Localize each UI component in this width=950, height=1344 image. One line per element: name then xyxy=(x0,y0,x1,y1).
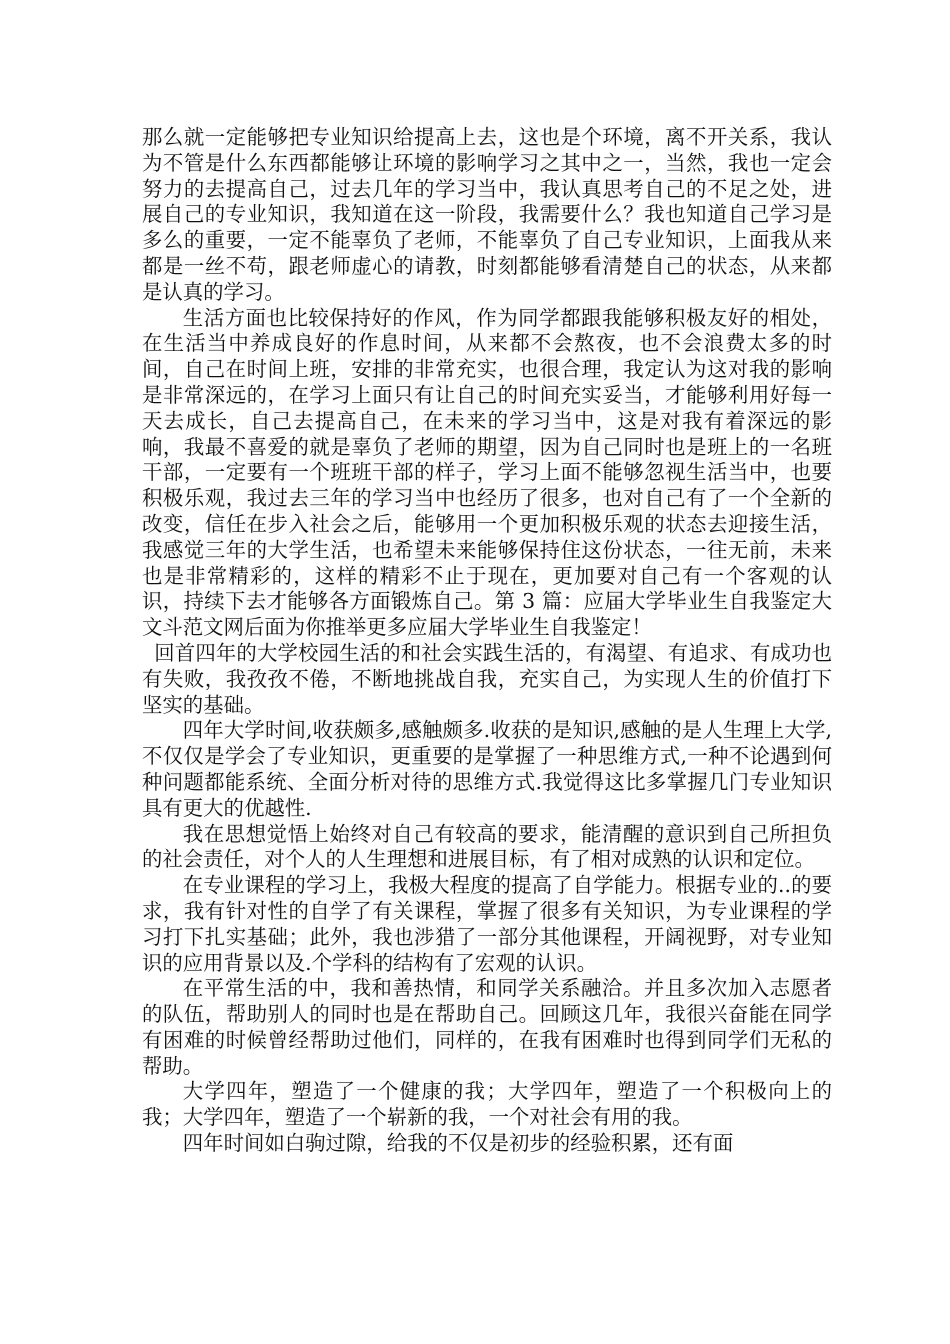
paragraph-9: 四年时间如白驹过隙，给我的不仅是初步的经验积累，还有面 xyxy=(182,1131,734,1156)
paragraph-7: 在平常生活的中，我和善热情，和同学关系融洽。并且多次加入志愿者的队伍，帮助别人的同时也是在帮助自己。回顾这几年，我很兴奋能在同学有困难的时候曾经帮助过他们，同样的，在我有困难时也得到同学们无私的帮助。 xyxy=(142,976,832,1078)
paragraph-2: 生活方面也比较保持好的作风，作为同学都跟我能够积极友好的相处，在生活当中养成良好的作息时间，从来都不会熬夜，也不会浪费太多的时间，自己在时间上班，安排的非常充实，也很合理，我定认为这对我的影响是非常深远的，在学习上面只有让自己的时间充实妥当，才能够利用好每一天去成长，自己去提高自己，在未来的学习当中，这是对我有着深远的影响，我最不喜爱的就是辜负了老师的期望，因为自己同时也是班上的一名班干部，一定要有一个班班干部的样子，学习上面不能够忽视生活当中，也要积极乐观，我过去三年的学习当中也经历了很多，也对自己有了一个全新的改变，信任在步入社会之后，能够用一个更加积极乐观的状态去迎接生活，我感觉三年的大学生活，也希望未来能够保持住这份状态，一往无前，未来也是非常精彩的，这样的精彩不止于现在，更加要对自己有一个客观的认识，持续下去才能够各方面锻炼自己。第 3 篇：应届大学毕业生自我鉴定大文斗范文网后面为你推举更多应届大学毕业生自我鉴定！ xyxy=(142,305,832,640)
paragraph-4: 四年大学时间,收获颇多,感触颇多.收获的是知识,感触的是人生理上大学,不仅仅是学会了专业知识，更重要的是掌握了一种思维方式,一种不论遇到何种问题都能系统、全面分析对待的思维方式.我觉得这比多掌握几门专业知识具有更大的优越性. xyxy=(142,718,832,820)
paragraph-3: 回首四年的大学校园生活的和社会实践生活的，有渴望、有追求、有成功也有失败，我孜孜不倦，不断地挑战自我，充实自己，为实现人生的价值打下坚实的基础。 xyxy=(142,640,832,717)
paragraph-6: 在专业课程的学习上，我极大程度的提高了自学能力。根据专业的..的要求，我有针对性的自学了有关课程，掌握了很多有关知识，为专业课程的学习打下扎实基础；此外，我也涉猎了一部分其他课程，开阔视野，对专业知识的应用背景以及.个学科的结构有了宏观的认识。 xyxy=(142,873,832,975)
paragraph-5: 我在思想觉悟上始终对自己有较高的要求，能清醒的意识到自己所担负的社会责任，对个人的人生理想和进展目标，有了相对成熟的认识和定位。 xyxy=(142,821,832,872)
paragraph-8: 大学四年，塑造了一个健康的我；大学四年，塑造了一个积极向上的我；大学四年，塑造了一个崭新的我，一个对社会有用的我。 xyxy=(142,1079,832,1130)
paragraph-1: 那么就一定能够把专业知识给提高上去，这也是个环境，离不开关系，我认为不管是什么东西都能够让环境的影响学习之其中之一，当然，我也一定会努力的去提高自己，过去几年的学习当中，我认真思考自己的不足之处，进展自己的专业知识，我知道在这一阶段，我需要什么？我也知道自己学习是多么的重要，一定不能辜负了老师，不能辜负了自己专业知识，上面我从来都是一丝不苟，跟老师虚心的请教，时刻都能够看清楚自己的状态，从来都是认真的学习。 xyxy=(142,125,832,304)
document-page xyxy=(142,125,832,1157)
